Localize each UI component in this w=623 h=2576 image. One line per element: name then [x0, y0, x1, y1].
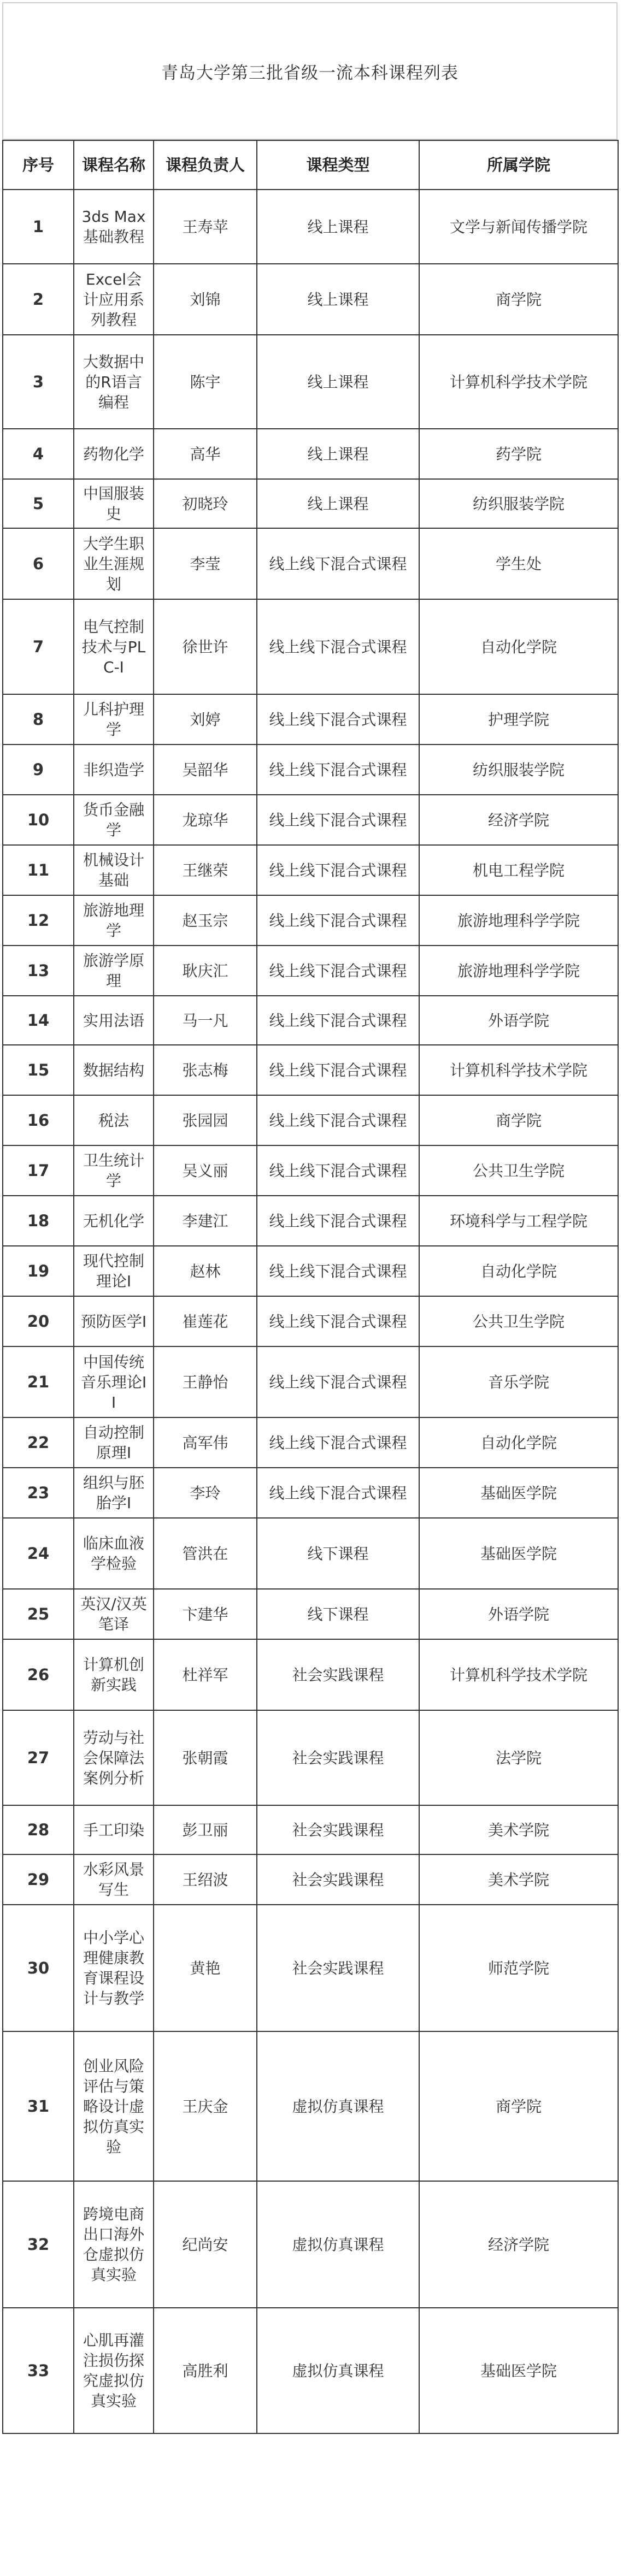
cell-leader: 高华 [154, 429, 257, 479]
cell-course-type: 社会实践课程 [257, 1805, 419, 1854]
cell-college: 商学院 [419, 2031, 618, 2181]
cell-leader: 卞建华 [154, 1589, 257, 1639]
cell-seq: 22 [3, 1417, 74, 1468]
cell-course-name: 手工印染 [74, 1805, 154, 1854]
cell-course-type: 线上线下混合式课程 [257, 528, 419, 599]
cell-seq: 32 [3, 2181, 74, 2308]
cell-course-type: 线下课程 [257, 1518, 419, 1589]
cell-course-type: 线上线下混合式课程 [257, 694, 419, 745]
cell-seq: 7 [3, 599, 74, 694]
cell-course-name: 劳动与社会保障法案例分析 [74, 1710, 154, 1805]
cell-course-name: 现代控制理论I [74, 1246, 154, 1296]
cell-course-type: 线上线下混合式课程 [257, 1095, 419, 1145]
table-row [3, 264, 618, 335]
table-row [3, 1346, 618, 1417]
cell-course-name: 临床血液学检验 [74, 1518, 154, 1589]
cell-course-type: 线上线下混合式课程 [257, 1296, 419, 1346]
cell-seq: 16 [3, 1095, 74, 1145]
cell-course-type: 线上课程 [257, 264, 419, 335]
table-row [3, 895, 618, 946]
cell-seq: 10 [3, 795, 74, 845]
table-row [3, 479, 618, 528]
table-row [3, 1589, 618, 1639]
table-row [3, 1145, 618, 1196]
cell-college: 纺织服装学院 [419, 745, 618, 795]
cell-course-type: 虚拟仿真课程 [257, 2031, 419, 2181]
cell-course-type: 线上课程 [257, 429, 419, 479]
table-body [3, 190, 618, 2433]
cell-course-name: 中国传统音乐理论II [74, 1346, 154, 1417]
cell-course-type: 线上线下混合式课程 [257, 745, 419, 795]
cell-leader: 张志梅 [154, 1045, 257, 1095]
table-row [3, 946, 618, 996]
table-row [3, 1417, 618, 1468]
table-row [3, 335, 618, 429]
table-row [3, 1905, 618, 2031]
cell-course-name: 组织与胚胎学I [74, 1468, 154, 1518]
cell-course-type: 社会实践课程 [257, 1854, 419, 1905]
cell-leader: 初晓玲 [154, 479, 257, 528]
cell-course-type: 线上课程 [257, 335, 419, 429]
cell-course-name: 货币金融学 [74, 795, 154, 845]
table-row [3, 845, 618, 895]
cell-seq: 21 [3, 1346, 74, 1417]
cell-seq: 33 [3, 2308, 74, 2433]
cell-course-name: 大学生职业生涯规划 [74, 528, 154, 599]
cell-college: 外语学院 [419, 1589, 618, 1639]
table-row [3, 795, 618, 845]
cell-college: 旅游地理科学学院 [419, 946, 618, 996]
cell-seq: 26 [3, 1639, 74, 1710]
cell-course-type: 社会实践课程 [257, 1710, 419, 1805]
cell-leader: 赵玉宗 [154, 895, 257, 946]
column-header-course-type: 课程类型 [257, 140, 419, 190]
cell-leader: 高胜利 [154, 2308, 257, 2433]
cell-seq: 1 [3, 190, 74, 264]
cell-college: 美术学院 [419, 1854, 618, 1905]
cell-course-type: 线上线下混合式课程 [257, 1346, 419, 1417]
cell-college: 师范学院 [419, 1905, 618, 2031]
cell-college: 药学院 [419, 429, 618, 479]
cell-leader: 陈宇 [154, 335, 257, 429]
cell-course-type: 线上线下混合式课程 [257, 795, 419, 845]
cell-college: 纺织服装学院 [419, 479, 618, 528]
table-row [3, 1296, 618, 1346]
cell-course-type: 虚拟仿真课程 [257, 2181, 419, 2308]
cell-course-name: 机械设计基础 [74, 845, 154, 895]
cell-course-name: 实用法语 [74, 996, 154, 1045]
cell-leader: 李建江 [154, 1196, 257, 1246]
cell-college: 自动化学院 [419, 1246, 618, 1296]
cell-leader: 崔莲花 [154, 1296, 257, 1346]
cell-course-type: 线上线下混合式课程 [257, 895, 419, 946]
cell-leader: 吴韶华 [154, 745, 257, 795]
cell-college: 环境科学与工程学院 [419, 1196, 618, 1246]
cell-leader: 李莹 [154, 528, 257, 599]
cell-course-name: 大数据中的R语言编程 [74, 335, 154, 429]
cell-leader: 吴义丽 [154, 1145, 257, 1196]
cell-seq: 30 [3, 1905, 74, 2031]
cell-seq: 4 [3, 429, 74, 479]
cell-seq: 20 [3, 1296, 74, 1346]
cell-college: 基础医学院 [419, 1518, 618, 1589]
cell-seq: 17 [3, 1145, 74, 1196]
table-row [3, 1246, 618, 1296]
cell-course-name: 跨境电商出口海外仓虚拟仿真实验 [74, 2181, 154, 2308]
cell-seq: 29 [3, 1854, 74, 1905]
cell-leader: 龙琼华 [154, 795, 257, 845]
cell-course-name: 儿科护理学 [74, 694, 154, 745]
cell-course-name: 创业风险评估与策略设计虚拟仿真实验 [74, 2031, 154, 2181]
table-row [3, 2308, 618, 2433]
table-row [3, 1196, 618, 1246]
cell-leader: 纪尚安 [154, 2181, 257, 2308]
table-row [3, 599, 618, 694]
cell-college: 外语学院 [419, 996, 618, 1045]
table-row [3, 1095, 618, 1145]
cell-course-type: 线上线下混合式课程 [257, 1468, 419, 1518]
cell-leader: 马一凡 [154, 996, 257, 1045]
cell-course-type: 线上课程 [257, 479, 419, 528]
cell-course-type: 线上线下混合式课程 [257, 599, 419, 694]
cell-seq: 14 [3, 996, 74, 1045]
column-header-course-name: 课程名称 [74, 140, 154, 190]
cell-leader: 王寿苹 [154, 190, 257, 264]
title-box [2, 2, 618, 140]
cell-course-type: 线上线下混合式课程 [257, 996, 419, 1045]
table-row [3, 1045, 618, 1095]
cell-course-name: 英汉/汉英笔译 [74, 1589, 154, 1639]
cell-seq: 3 [3, 335, 74, 429]
table-row [3, 2031, 618, 2181]
cell-course-name: 卫生统计学 [74, 1145, 154, 1196]
table-row [3, 429, 618, 479]
cell-college: 计算机科学技术学院 [419, 335, 618, 429]
cell-course-name: 非织造学 [74, 745, 154, 795]
cell-college: 文学与新闻传播学院 [419, 190, 618, 264]
cell-seq: 5 [3, 479, 74, 528]
column-header-seq: 序号 [3, 140, 74, 190]
table-row [3, 528, 618, 599]
cell-course-type: 线上线下混合式课程 [257, 1417, 419, 1468]
cell-college: 公共卫生学院 [419, 1145, 618, 1196]
table-row [3, 1639, 618, 1710]
cell-seq: 8 [3, 694, 74, 745]
cell-college: 公共卫生学院 [419, 1296, 618, 1346]
cell-leader: 张园园 [154, 1095, 257, 1145]
cell-seq: 25 [3, 1589, 74, 1639]
cell-course-name: 税法 [74, 1095, 154, 1145]
cell-seq: 18 [3, 1196, 74, 1246]
cell-seq: 27 [3, 1710, 74, 1805]
table-row [3, 1854, 618, 1905]
table-row [3, 694, 618, 745]
cell-course-type: 社会实践课程 [257, 1639, 419, 1710]
cell-leader: 赵林 [154, 1246, 257, 1296]
cell-course-type: 虚拟仿真课程 [257, 2308, 419, 2433]
cell-course-name: 心肌再灌注损伤探究虚拟仿真实验 [74, 2308, 154, 2433]
column-header-leader: 课程负责人 [154, 140, 257, 190]
cell-leader: 杜祥军 [154, 1639, 257, 1710]
cell-seq: 12 [3, 895, 74, 946]
cell-leader: 王绍波 [154, 1854, 257, 1905]
table-row [3, 2181, 618, 2308]
cell-course-type: 社会实践课程 [257, 1905, 419, 2031]
cell-seq: 19 [3, 1246, 74, 1296]
cell-course-name: 计算机创新实践 [74, 1639, 154, 1710]
cell-leader: 刘锦 [154, 264, 257, 335]
cell-leader: 李玲 [154, 1468, 257, 1518]
cell-seq: 31 [3, 2031, 74, 2181]
cell-leader: 黄艳 [154, 1905, 257, 2031]
cell-leader: 张朝霞 [154, 1710, 257, 1805]
cell-seq: 11 [3, 845, 74, 895]
cell-college: 计算机科学技术学院 [419, 1045, 618, 1095]
course-table [2, 140, 619, 2434]
cell-leader: 王静怡 [154, 1346, 257, 1417]
cell-college: 旅游地理科学学院 [419, 895, 618, 946]
cell-college: 自动化学院 [419, 599, 618, 694]
cell-course-name: 旅游学原理 [74, 946, 154, 996]
cell-college: 经济学院 [419, 795, 618, 845]
column-header-college: 所属学院 [419, 140, 618, 190]
cell-course-type: 线上线下混合式课程 [257, 946, 419, 996]
table-row [3, 1710, 618, 1805]
table-row [3, 1468, 618, 1518]
cell-seq: 9 [3, 745, 74, 795]
cell-course-name: 数据结构 [74, 1045, 154, 1095]
cell-course-type: 线上线下混合式课程 [257, 1145, 419, 1196]
cell-leader: 王庆金 [154, 2031, 257, 2181]
cell-college: 商学院 [419, 264, 618, 335]
cell-leader: 刘婷 [154, 694, 257, 745]
cell-course-type: 线上线下混合式课程 [257, 845, 419, 895]
cell-college: 法学院 [419, 1710, 618, 1805]
cell-course-name: 无机化学 [74, 1196, 154, 1246]
cell-college: 美术学院 [419, 1805, 618, 1854]
page-title: 青岛大学第三批省级一流本科课程列表 [161, 63, 459, 83]
cell-course-name: 中小学心理健康教育课程设计与教学 [74, 1905, 154, 2031]
cell-seq: 28 [3, 1805, 74, 1854]
table-row [3, 1518, 618, 1589]
cell-college: 护理学院 [419, 694, 618, 745]
cell-course-name: 药物化学 [74, 429, 154, 479]
cell-course-name: 中国服装史 [74, 479, 154, 528]
cell-course-type: 线下课程 [257, 1589, 419, 1639]
cell-course-name: 3ds Max 基础教程 [74, 190, 154, 264]
cell-course-type: 线上线下混合式课程 [257, 1196, 419, 1246]
cell-college: 基础医学院 [419, 1468, 618, 1518]
cell-college: 学生处 [419, 528, 618, 599]
cell-college: 经济学院 [419, 2181, 618, 2308]
cell-seq: 23 [3, 1468, 74, 1518]
cell-course-type: 线上线下混合式课程 [257, 1045, 419, 1095]
cell-course-name: 旅游地理学 [74, 895, 154, 946]
table-row [3, 1805, 618, 1854]
cell-seq: 6 [3, 528, 74, 599]
cell-leader: 管洪在 [154, 1518, 257, 1589]
cell-college: 机电工程学院 [419, 845, 618, 895]
cell-college: 基础医学院 [419, 2308, 618, 2433]
cell-seq: 2 [3, 264, 74, 335]
cell-leader: 高军伟 [154, 1417, 257, 1468]
cell-leader: 彭卫丽 [154, 1805, 257, 1854]
cell-seq: 24 [3, 1518, 74, 1589]
cell-course-name: 预防医学I [74, 1296, 154, 1346]
cell-leader: 耿庆汇 [154, 946, 257, 996]
cell-course-name: 水彩风景写生 [74, 1854, 154, 1905]
table-row [3, 745, 618, 795]
cell-course-name: Excel会计应用系列教程 [74, 264, 154, 335]
table-row [3, 190, 618, 264]
cell-course-name: 电气控制技术与PLC-I [74, 599, 154, 694]
cell-college: 音乐学院 [419, 1346, 618, 1417]
cell-leader: 徐世许 [154, 599, 257, 694]
table-header-row [3, 140, 618, 190]
cell-leader: 王继荣 [154, 845, 257, 895]
cell-course-type: 线上线下混合式课程 [257, 1246, 419, 1296]
cell-college: 商学院 [419, 1095, 618, 1145]
cell-course-type: 线上课程 [257, 190, 419, 264]
cell-seq: 13 [3, 946, 74, 996]
table-row [3, 996, 618, 1045]
cell-college: 计算机科学技术学院 [419, 1639, 618, 1710]
cell-college: 自动化学院 [419, 1417, 618, 1468]
cell-seq: 15 [3, 1045, 74, 1095]
cell-course-name: 自动控制原理I [74, 1417, 154, 1468]
